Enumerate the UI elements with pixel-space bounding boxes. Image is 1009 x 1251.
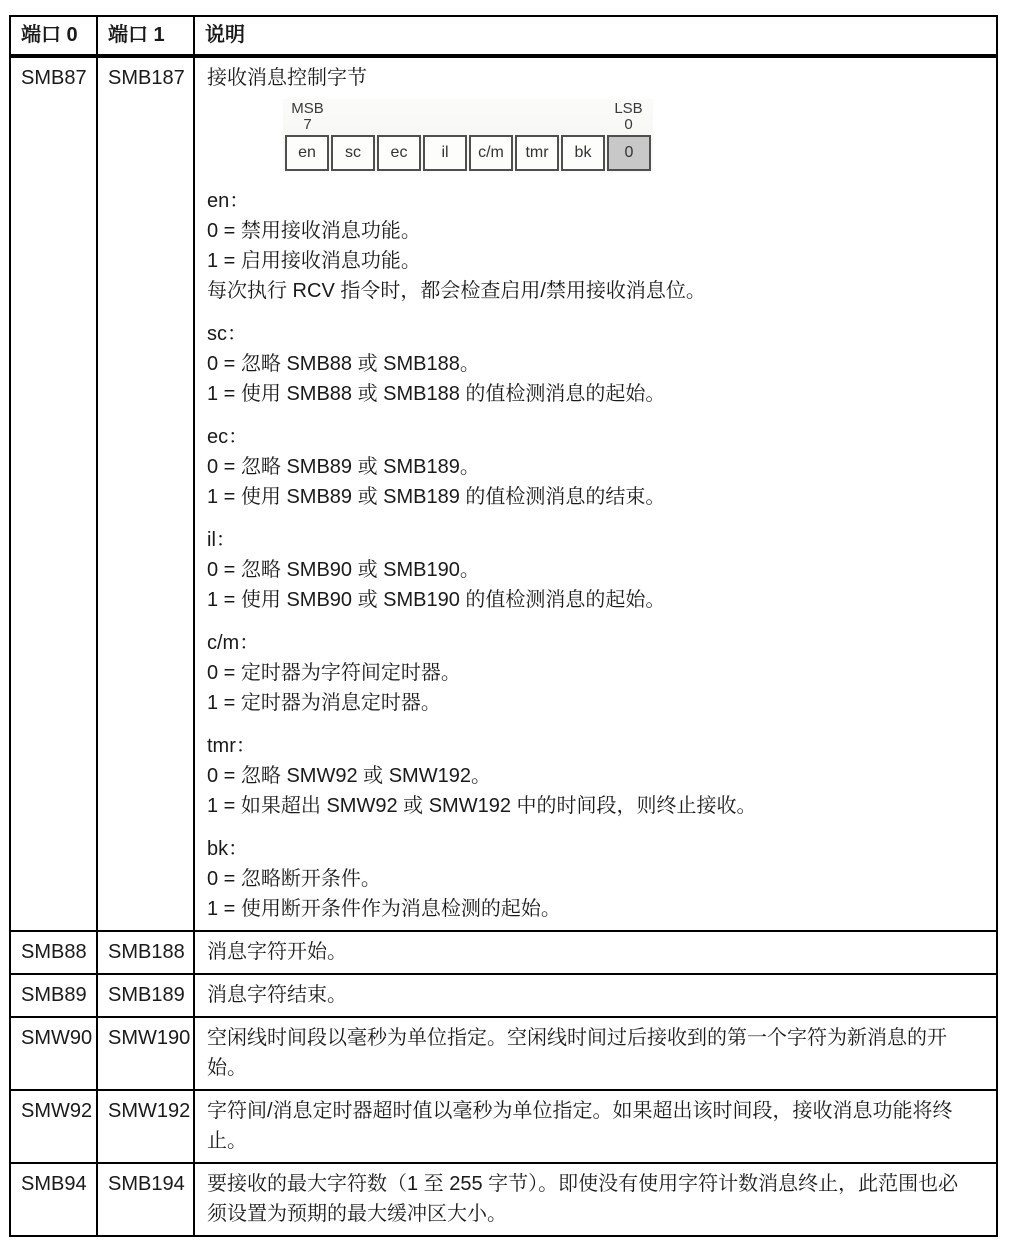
description-cell: 消息字符开始。 bbox=[194, 931, 997, 974]
port0-cell: SMB94 bbox=[10, 1163, 97, 1236]
row-smb87 bbox=[10, 56, 997, 931]
section-line: 0 = 忽略 SMB88 或 SMB188。 bbox=[207, 353, 480, 375]
header-description: 说明 bbox=[194, 16, 997, 56]
section-ec bbox=[207, 422, 961, 512]
section-line: 1 = 使用 SMB88 或 SMB188 的值检测消息的起始。 bbox=[207, 383, 666, 405]
section-line: 1 = 使用 SMB89 或 SMB189 的值检测消息的结束。 bbox=[207, 486, 666, 508]
section-label: bk： bbox=[207, 838, 249, 860]
section-en bbox=[207, 186, 961, 306]
section-tmr bbox=[207, 731, 961, 821]
lsb-text: LSB bbox=[614, 100, 643, 117]
port1-cell: SMB187 bbox=[97, 56, 194, 931]
description-cell: 消息字符结束。 bbox=[194, 974, 997, 1017]
diagram-bit-labels bbox=[285, 101, 651, 133]
port0-cell: SMW90 bbox=[10, 1017, 97, 1090]
section-line: 0 = 忽略 SMB89 或 SMB189。 bbox=[207, 456, 480, 478]
description-cell bbox=[194, 56, 997, 931]
msb-label bbox=[285, 101, 330, 133]
section-line: 0 = 禁用接收消息功能。 bbox=[207, 220, 421, 242]
section-sc bbox=[207, 319, 961, 409]
description-cell: 空闲线时间段以毫秒为单位指定。空闲线时间过后接收到的第一个字符为新消息的开始。 bbox=[194, 1017, 997, 1090]
section-bk bbox=[207, 834, 961, 924]
section-line: 1 = 使用断开条件作为消息检测的起始。 bbox=[207, 898, 561, 920]
bit-cell-lsb-zero: 0 bbox=[607, 135, 651, 171]
description-cell: 要接收的最大字符数（1 至 255 字节）。即使没有使用字符计数消息终止，此范围也必须设置为预期的最大缓冲区大小。 bbox=[194, 1163, 997, 1236]
section-line: 0 = 忽略断开条件。 bbox=[207, 868, 381, 890]
section-label: tmr： bbox=[207, 735, 256, 757]
section-label: il： bbox=[207, 529, 236, 551]
port0-cell: SMW92 bbox=[10, 1090, 97, 1163]
row-smw90 bbox=[10, 1017, 997, 1090]
port0-cell: SMB88 bbox=[10, 931, 97, 974]
section-label: c/m： bbox=[207, 632, 260, 654]
bit-cell-en: en bbox=[285, 135, 329, 171]
msb-text: MSB bbox=[291, 100, 324, 117]
row-smw92 bbox=[10, 1090, 997, 1163]
description-cell: 字符间/消息定时器超时值以毫秒为单位指定。如果超出该时间段，接收消息功能将终止。 bbox=[194, 1090, 997, 1163]
port1-cell: SMB188 bbox=[97, 931, 194, 974]
port1-cell: SMW192 bbox=[97, 1090, 194, 1163]
row-smb94 bbox=[10, 1163, 997, 1236]
section-line: 每次执行 RCV 指令时，都会检查启用/禁用接收消息位。 bbox=[207, 280, 706, 302]
bit-cell-cm: c/m bbox=[469, 135, 513, 171]
port1-cell: SMB189 bbox=[97, 974, 194, 1017]
port1-cell: SMB194 bbox=[97, 1163, 194, 1236]
receive-control-byte-diagram bbox=[283, 99, 653, 173]
row-smb88 bbox=[10, 931, 997, 974]
section-line: 1 = 如果超出 SMW92 或 SMW192 中的时间段，则终止接收。 bbox=[207, 795, 757, 817]
table-header-row bbox=[10, 16, 997, 56]
port0-cell: SMB87 bbox=[10, 56, 97, 931]
section-line: 0 = 忽略 SMB90 或 SMB190。 bbox=[207, 559, 480, 581]
section-cm bbox=[207, 628, 961, 718]
sm-control-bytes-table bbox=[9, 15, 998, 1237]
lsb-bit-number: 0 bbox=[624, 116, 633, 133]
row-smb89 bbox=[10, 974, 997, 1017]
section-il bbox=[207, 525, 961, 615]
port0-cell: SMB89 bbox=[10, 974, 97, 1017]
section-label: en： bbox=[207, 190, 250, 212]
bit-cell-bk: bk bbox=[561, 135, 605, 171]
section-line: 0 = 定时器为字符间定时器。 bbox=[207, 662, 461, 684]
section-line: 1 = 使用 SMB90 或 SMB190 的值检测消息的起始。 bbox=[207, 589, 666, 611]
section-label: ec： bbox=[207, 426, 249, 448]
bit-cell-tmr: tmr bbox=[515, 135, 559, 171]
section-line: 1 = 启用接收消息功能。 bbox=[207, 250, 421, 272]
bit-cell-ec: ec bbox=[377, 135, 421, 171]
section-line: 1 = 定时器为消息定时器。 bbox=[207, 692, 441, 714]
lsb-label bbox=[606, 101, 651, 133]
bit-cell-il: il bbox=[423, 135, 467, 171]
msb-bit-number: 7 bbox=[303, 116, 312, 133]
section-label: sc： bbox=[207, 323, 247, 345]
section-line: 0 = 忽略 SMW92 或 SMW192。 bbox=[207, 765, 491, 787]
bit-cell-sc: sc bbox=[331, 135, 375, 171]
port1-cell: SMW190 bbox=[97, 1017, 194, 1090]
bit-cells-row bbox=[285, 135, 651, 171]
receive-control-byte-title: 接收消息控制字节 bbox=[207, 67, 367, 89]
header-port1: 端口 1 bbox=[97, 16, 194, 56]
header-port0: 端口 0 bbox=[10, 16, 97, 56]
